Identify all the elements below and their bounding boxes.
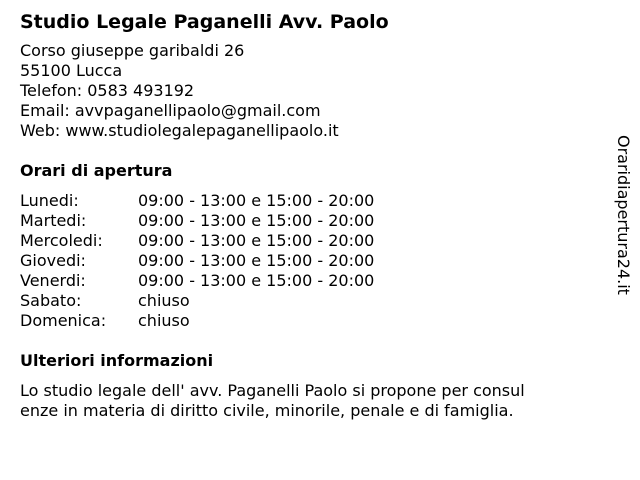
brand-text: Oraridiapertura24.it [614, 135, 633, 295]
address-city: 55100 Lucca [20, 61, 123, 80]
info-line: Lo studio legale dell' avv. Paganelli Paolo si propone per consul [20, 381, 525, 400]
hours-row-wednesday [20, 231, 600, 251]
phone-text: Telefon: 0583 493192 [20, 81, 195, 100]
info-description [20, 381, 580, 421]
hours-row-thursday [20, 251, 600, 271]
day-label: Lunedi: [20, 191, 79, 210]
hours-heading: Orari di apertura [20, 161, 173, 180]
address-street: Corso giuseppe garibaldi 26 [20, 41, 245, 60]
day-label: Mercoledi: [20, 231, 103, 250]
day-label: Sabato: [20, 291, 82, 310]
time-value: 09:00 - 13:00 e 15:00 - 20:00 [138, 251, 375, 270]
hours-row-friday [20, 271, 600, 291]
hours-table [20, 191, 600, 331]
brand-watermark [612, 135, 634, 310]
hours-row-saturday [20, 291, 600, 311]
email-text: Email: avvpaganellipaolo@gmail.com [20, 101, 321, 120]
business-card [20, 9, 600, 421]
time-value: 09:00 - 13:00 e 15:00 - 20:00 [138, 231, 375, 250]
hours-row-tuesday [20, 211, 600, 231]
info-line: enze in materia di diritto civile, minorile, penale e di famiglia. [20, 401, 514, 420]
day-label: Domenica: [20, 311, 107, 330]
day-label: Martedi: [20, 211, 87, 230]
time-value: chiuso [138, 291, 190, 310]
hours-row-sunday [20, 311, 600, 331]
page-title: Studio Legale Paganelli Avv. Paolo [20, 11, 389, 33]
day-label: Giovedi: [20, 251, 86, 270]
web-text: Web: www.studiolegalepaganellipaolo.it [20, 121, 339, 140]
time-value: 09:00 - 13:00 e 15:00 - 20:00 [138, 191, 375, 210]
contact-block [20, 41, 600, 141]
day-label: Venerdi: [20, 271, 86, 290]
time-value: chiuso [138, 311, 190, 330]
info-heading: Ulteriori informazioni [20, 351, 214, 370]
time-value: 09:00 - 13:00 e 15:00 - 20:00 [138, 271, 375, 290]
time-value: 09:00 - 13:00 e 15:00 - 20:00 [138, 211, 375, 230]
hours-row-monday [20, 191, 600, 211]
